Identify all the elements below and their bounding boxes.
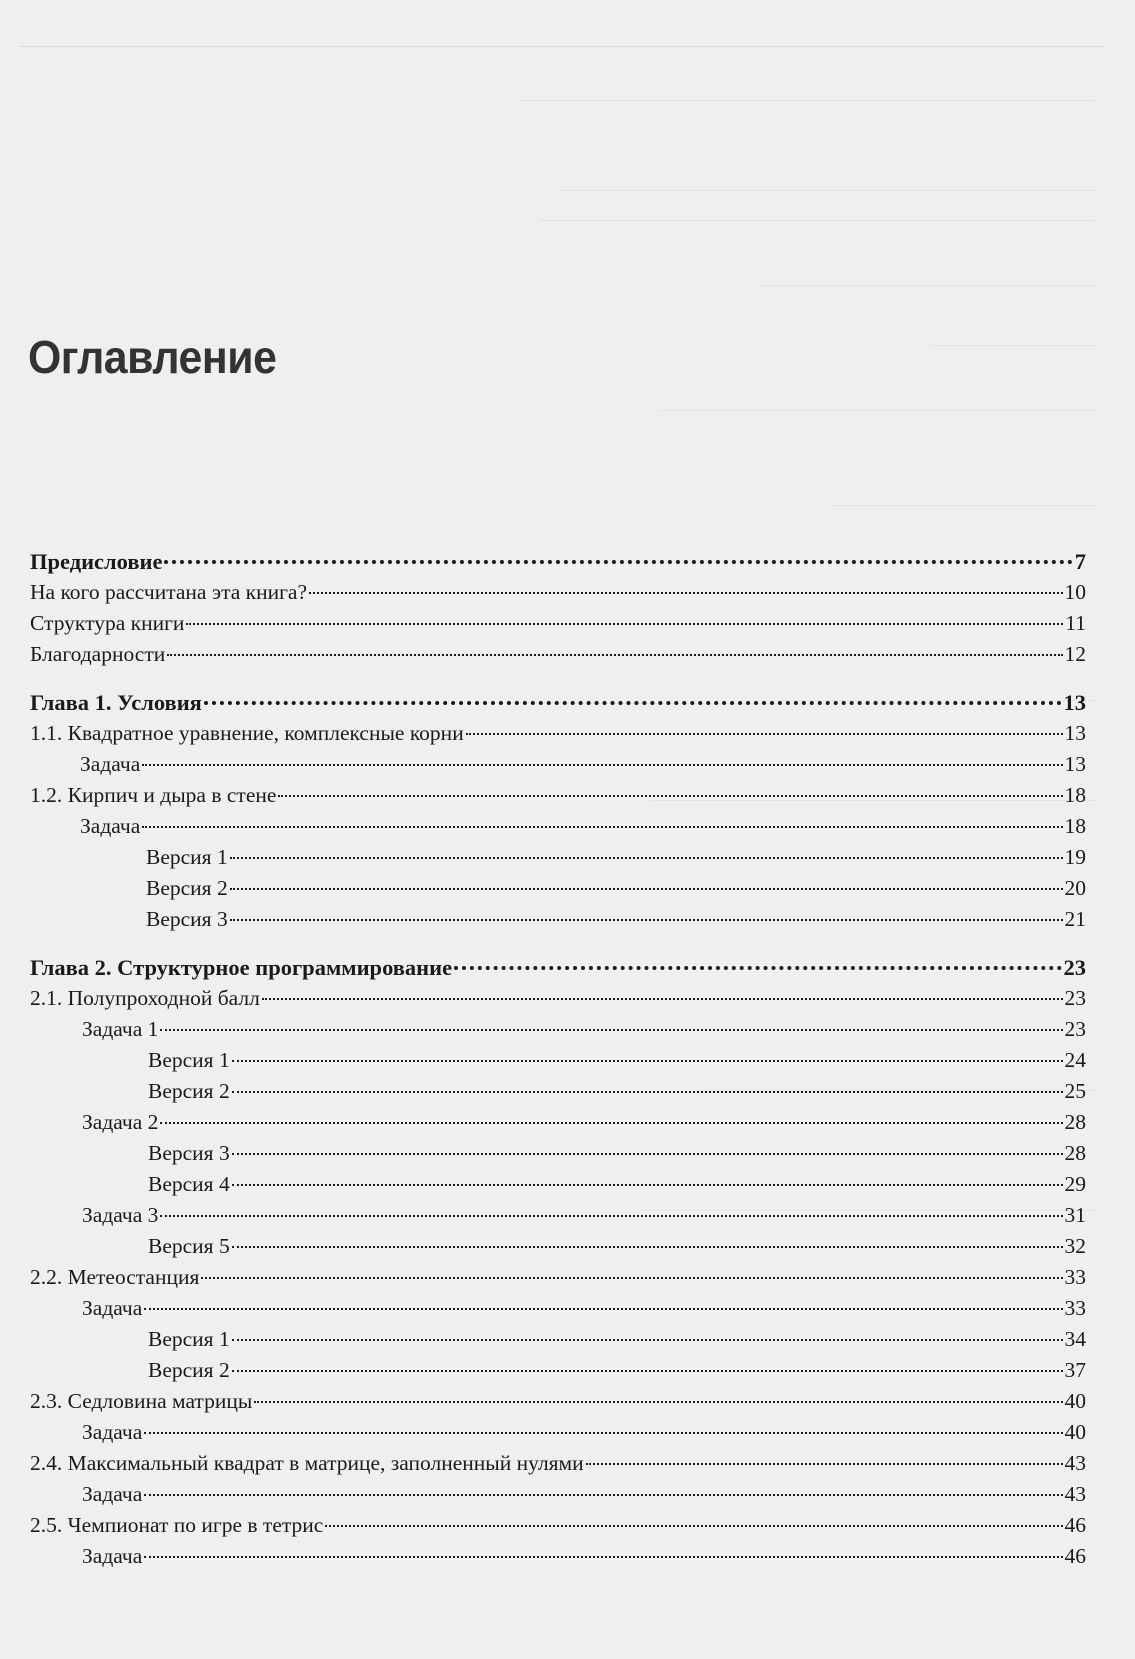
toc-dot-leader (232, 1366, 1063, 1372)
toc-entry-label: Задача 3 (82, 1203, 159, 1227)
toc-page-number: 23 (1063, 955, 1086, 980)
toc-entry (30, 1107, 1086, 1138)
toc-page-number: 13 (1064, 752, 1086, 776)
toc-dot-leader (230, 915, 1063, 921)
toc-page-number: 43 (1064, 1482, 1086, 1506)
toc-gap (30, 935, 1086, 952)
toc-dot-leader (160, 1025, 1062, 1031)
toc-page-number: 10 (1064, 580, 1086, 604)
toc-entry-label: Версия 1 (148, 1327, 230, 1351)
toc-dot-leader (144, 1304, 1062, 1310)
toc-page-number: 32 (1064, 1234, 1086, 1258)
toc-page-number: 46 (1064, 1544, 1086, 1568)
toc-entry (30, 1510, 1086, 1541)
toc-page-number: 21 (1064, 907, 1086, 931)
toc-page-number: 37 (1064, 1358, 1086, 1382)
toc-dot-leader (466, 729, 1063, 735)
toc-dot-leader (278, 791, 1062, 797)
toc-entry (30, 904, 1086, 935)
toc-entry-label: Версия 2 (146, 876, 228, 900)
toc-dot-leader (325, 1521, 1062, 1527)
toc-entry (30, 639, 1086, 670)
toc-page-number: 28 (1064, 1141, 1086, 1165)
toc-page-number: 40 (1064, 1389, 1086, 1413)
toc-page-number: 13 (1064, 721, 1086, 745)
toc-entry (30, 1293, 1086, 1324)
toc-entry (30, 1448, 1086, 1479)
toc-entry-label: Версия 2 (148, 1358, 230, 1382)
toc-page-number: 31 (1064, 1203, 1086, 1227)
toc-dot-leader (254, 1397, 1062, 1403)
toc-entry (30, 718, 1086, 749)
toc-page-number: 24 (1064, 1048, 1086, 1072)
toc-dot-leader (186, 619, 1063, 625)
toc-dot-leader (232, 1335, 1063, 1341)
toc-entry-label: Задача 2 (82, 1110, 159, 1134)
toc-entry (30, 780, 1086, 811)
toc-entry (30, 1386, 1086, 1417)
toc-entry-label: 2.5. Чемпионат по игре в тетрис (30, 1513, 324, 1537)
toc-gap (30, 670, 1086, 687)
toc-entry-label: 1.2. Кирпич и дыра в стене (30, 783, 277, 807)
page-title: Оглавление (28, 331, 277, 383)
toc-entry-label: На кого рассчитана эта книга? (30, 580, 308, 604)
toc-entry (30, 608, 1086, 639)
toc-dot-leader (201, 1273, 1062, 1279)
toc-entry-label: Структура книги (30, 611, 185, 635)
toc-entry-label: Версия 5 (148, 1234, 230, 1258)
toc-entry-label: 1.1. Квадратное уравнение, комплексные корни (30, 721, 464, 745)
toc-entry-label: Глава 1. Условия (30, 690, 202, 715)
toc-chapter-entry (30, 546, 1086, 577)
toc-chapter-entry (30, 952, 1086, 983)
toc-dot-leader (230, 884, 1063, 890)
toc-page-number: 18 (1064, 783, 1086, 807)
toc-dot-leader (160, 1118, 1062, 1124)
toc-page-number: 18 (1064, 814, 1086, 838)
toc-dot-leader (232, 1242, 1063, 1248)
toc-dot-leader (167, 650, 1062, 656)
toc-dot-leader (232, 1087, 1063, 1093)
toc-entry (30, 1324, 1086, 1355)
toc-dot-leader (144, 1490, 1062, 1496)
toc-entry (30, 1541, 1086, 1572)
toc-dot-leader (262, 994, 1063, 1000)
toc-entry-label: Версия 3 (148, 1141, 230, 1165)
toc-entry-label: 2.1. Полупроходной балл (30, 986, 260, 1010)
toc-entry-label: Задача (82, 1420, 143, 1444)
toc-dot-leader (232, 1180, 1063, 1186)
toc-entry (30, 1479, 1086, 1510)
toc-page-number: 13 (1063, 690, 1086, 715)
toc-dot-leader (232, 1056, 1063, 1062)
toc-page-number: 33 (1064, 1296, 1086, 1320)
toc-entry-label: Версия 4 (148, 1172, 230, 1196)
toc-dot-leader (144, 1428, 1062, 1434)
toc-dot-leader (142, 760, 1062, 766)
toc-page-number: 20 (1064, 876, 1086, 900)
toc-entry-label: Версия 2 (148, 1079, 230, 1103)
toc-entry (30, 1262, 1086, 1293)
toc-page-number: 33 (1064, 1265, 1086, 1289)
toc-entry-label: Задача (82, 1482, 143, 1506)
toc-entry (30, 577, 1086, 608)
toc-entry-label: Версия 1 (148, 1048, 230, 1072)
toc-entry-label: Задача (82, 1544, 143, 1568)
toc-entry (30, 1076, 1086, 1107)
toc-page-number: 23 (1064, 986, 1086, 1010)
toc-page-number: 40 (1064, 1420, 1086, 1444)
toc-entry (30, 1231, 1086, 1262)
toc-dot-leader (204, 697, 1062, 705)
toc-dot-leader (309, 588, 1062, 594)
toc-entry (30, 842, 1086, 873)
toc-entry-label: 2.2. Метеостанция (30, 1265, 200, 1289)
toc-entry (30, 1200, 1086, 1231)
toc-entry (30, 1169, 1086, 1200)
toc-dot-leader (164, 556, 1072, 564)
toc-entry-label: Предисловие (30, 549, 163, 574)
toc-dot-leader (586, 1459, 1063, 1465)
toc-entry (30, 1045, 1086, 1076)
toc-page-number: 34 (1064, 1327, 1086, 1351)
toc-entry (30, 1417, 1086, 1448)
toc-entry (30, 1014, 1086, 1045)
toc-page-number: 46 (1064, 1513, 1086, 1537)
toc-page-number: 7 (1074, 549, 1086, 574)
toc-entry (30, 749, 1086, 780)
toc-entry-label: 2.3. Седловина матрицы (30, 1389, 253, 1413)
toc-dot-leader (142, 822, 1062, 828)
toc-entry-label: Версия 3 (146, 907, 228, 931)
toc-entry-label: Благодарности (30, 642, 166, 666)
toc-dot-leader (160, 1211, 1062, 1217)
toc-page-number: 43 (1064, 1451, 1086, 1475)
toc-entry (30, 983, 1086, 1014)
toc-chapter-entry (30, 687, 1086, 718)
table-of-contents (30, 546, 1086, 1572)
toc-dot-leader (454, 962, 1061, 970)
toc-page-number: 12 (1064, 642, 1086, 666)
toc-page-number: 25 (1064, 1079, 1086, 1103)
toc-entry-label: Версия 1 (146, 845, 228, 869)
toc-entry (30, 1355, 1086, 1386)
toc-entry-label: Задача (80, 752, 141, 776)
toc-entry (30, 873, 1086, 904)
toc-entry-label: Задача (82, 1296, 143, 1320)
toc-page-number: 23 (1064, 1017, 1086, 1041)
toc-page-number: 11 (1065, 611, 1086, 635)
toc-dot-leader (232, 1149, 1063, 1155)
toc-entry-label: Задача (80, 814, 141, 838)
toc-page-number: 19 (1064, 845, 1086, 869)
toc-page-number: 29 (1064, 1172, 1086, 1196)
toc-dot-leader (230, 853, 1063, 859)
toc-entry (30, 1138, 1086, 1169)
toc-entry-label: 2.4. Максимальный квадрат в матрице, заполненный нулями (30, 1451, 584, 1475)
toc-entry-label: Глава 2. Структурное программирование (30, 955, 453, 980)
toc-entry (30, 811, 1086, 842)
toc-entry-label: Задача 1 (82, 1017, 159, 1041)
toc-dot-leader (144, 1552, 1062, 1558)
toc-page-number: 28 (1064, 1110, 1086, 1134)
